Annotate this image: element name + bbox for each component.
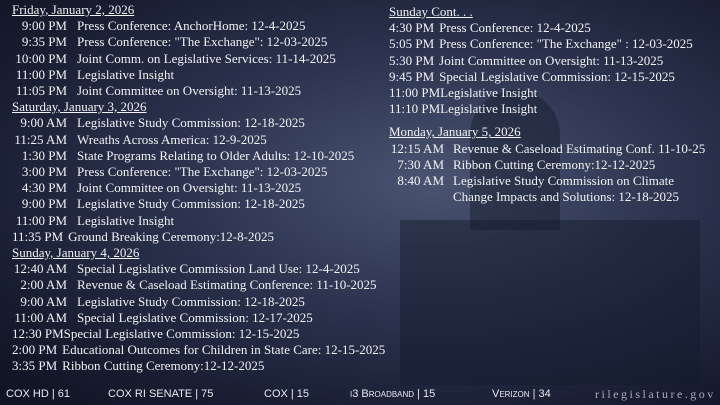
day-header: Saturday, January 3, 2026: [12, 99, 147, 115]
entry-time: 11:25 AM: [14, 131, 67, 147]
entry-time: 12:40 AM: [13, 261, 67, 277]
entry-time: 11:00 AM: [14, 309, 67, 325]
schedule-entry: [389, 141, 705, 157]
entry-time: 3:00 PM: [21, 164, 67, 180]
schedule-entry: [12, 342, 385, 358]
entry-time: 3:35 PM: [12, 358, 58, 374]
schedule-entry: [12, 180, 385, 196]
entry-time: 11:00 PM: [389, 85, 441, 101]
schedule-entry: [389, 85, 705, 101]
entry-title: Wreaths Across America: 12-9-2025: [77, 131, 267, 147]
schedule-entry: [12, 148, 385, 164]
entry-time: 5:30 PM: [389, 52, 435, 68]
entry-time: 9:00 PM: [21, 196, 67, 212]
schedule-entry: [12, 132, 385, 148]
schedule-entry: [389, 53, 705, 69]
entry-time: 9:00 AM: [20, 115, 67, 131]
entry-title: Revenue & Caseload Estimating Conf. 11-10-25: [453, 140, 706, 156]
entry-title: Press Conference: 12-4-2025: [439, 20, 591, 36]
schedule-entry: [389, 173, 705, 189]
entry-time: 11:05 PM: [15, 83, 67, 99]
entry-title: Special Legislative Commission: 12-17-2025: [77, 309, 313, 325]
channel-cox-hd: COX HD | 61: [6, 388, 70, 400]
schedule-right-column: [389, 4, 705, 205]
entry-time: 9:00 PM: [21, 18, 67, 34]
entry-title: Legislative Insight: [77, 212, 175, 228]
entry-title: Educational Outcomes for Children in State Care: 12-15-2025: [62, 342, 386, 358]
day-header: Sunday, January 4, 2026: [12, 245, 140, 261]
channel-cox-ri-senate: COX RI SENATE | 75: [108, 388, 214, 400]
entry-title: State Programs Relating to Older Adults: 12-10-2025: [77, 147, 355, 163]
schedule-entry: [12, 115, 385, 131]
day-header: Sunday Cont. . .: [389, 4, 473, 19]
schedule-entry: [12, 294, 385, 310]
schedule-entry: [389, 101, 705, 117]
entry-title: Joint Comm. on Legislative Services: 11-14-2025: [77, 50, 336, 66]
schedule-entry: [12, 229, 385, 245]
entry-title: Change Impacts and Solutions: 12-18-2025: [453, 189, 680, 205]
entry-time: 11:10 PM: [389, 101, 441, 117]
entry-title: Press Conference: "The Exchange": 12-03-2025: [77, 164, 328, 180]
schedule-entry: [12, 51, 385, 67]
entry-title: Ribbon Cutting Ceremony:12-12-2025: [62, 358, 265, 374]
schedule-entry: [12, 310, 385, 326]
entry-title: Press Conference: AnchorHome: 12-4-2025: [77, 18, 306, 34]
entry-title: Legislative Insight: [440, 101, 538, 117]
day-header: Monday, January 5, 2026: [389, 124, 521, 140]
capitol-building-silhouette: [400, 220, 700, 385]
schedule-entry: [12, 83, 385, 99]
schedule-entry: [12, 213, 385, 229]
entry-time: 7:30 AM: [397, 156, 444, 172]
schedule-entry: [12, 277, 385, 293]
schedule-entry: [12, 18, 385, 34]
schedule-entry: [12, 34, 385, 50]
entry-time: 11:35 PM: [12, 228, 64, 244]
entry-time: 10:00 PM: [15, 50, 67, 66]
schedule-entry: [12, 164, 385, 180]
entry-time: 9:00 AM: [20, 293, 67, 309]
entry-title: Legislative Study Commission: 12-18-2025: [77, 115, 305, 131]
schedule-entry: [389, 36, 705, 52]
entry-time: 4:30 PM: [21, 180, 67, 196]
schedule-entry: [389, 20, 705, 36]
entry-title: Legislative Insight: [440, 85, 538, 101]
channel-i3-broadband: i3 Broadband | 15: [350, 388, 436, 400]
entry-title: Press Conference: "The Exchange" : 12-03-2025: [439, 36, 693, 52]
entry-title: Joint Committee on Oversight: 11-13-2025: [77, 180, 302, 196]
day-header: Friday, January 2, 2026: [12, 2, 135, 17]
channel-footer: [0, 385, 720, 405]
schedule-entry: [389, 157, 705, 173]
entry-time: 2:00 PM: [12, 342, 58, 358]
entry-title: Ribbon Cutting Ceremony:12-12-2025: [453, 156, 656, 172]
schedule-entry: [12, 196, 385, 212]
entry-title: Legislative Study Commission: 12-18-2025: [77, 293, 305, 309]
channel-cox: COX | 15: [264, 388, 310, 400]
schedule-entry: [12, 261, 385, 277]
entry-time: 1:30 PM: [21, 147, 67, 163]
entry-title: Joint Committee on Oversight: 11-13-2025: [439, 52, 664, 68]
schedule-left-column: [12, 2, 385, 375]
schedule-entry: [389, 69, 705, 85]
entry-time: [389, 189, 444, 205]
entry-title: Special Legislative Commission: 12-15-2025: [439, 68, 675, 84]
entry-time: 12:15 AM: [390, 140, 444, 156]
entry-time: 11:00 PM: [15, 212, 67, 228]
entry-title: Ground Breaking Ceremony:12-8-2025: [68, 228, 274, 244]
entry-title: Legislative Insight: [77, 66, 175, 82]
schedule-entry: [12, 326, 385, 342]
entry-title: Press Conference: "The Exchange": 12-03-2025: [77, 34, 328, 50]
entry-time: 11:00 PM: [15, 66, 67, 82]
entry-time: 2:00 AM: [20, 277, 67, 293]
entry-title: Revenue & Caseload Estimating Conference: 11-10-2025: [77, 277, 377, 293]
entry-title: Legislative Study Commission on Climate: [453, 173, 674, 189]
entry-time: 8:40 AM: [397, 173, 444, 189]
schedule-entry: [12, 67, 385, 83]
entry-time: 4:30 PM: [389, 20, 435, 36]
schedule-entry: [12, 358, 385, 374]
entry-title: Special Legislative Commission Land Use: 12-4-2025: [77, 261, 360, 277]
entry-time: 12:30 PM: [12, 326, 64, 342]
entry-title: Legislative Study Commission: 12-18-2025: [77, 196, 305, 212]
schedule-entry: [389, 189, 705, 205]
entry-time: 9:45 PM: [389, 68, 435, 84]
entry-time: 5:05 PM: [389, 36, 435, 52]
website-label: rilegislature.gov: [595, 387, 716, 401]
entry-time: 9:35 PM: [21, 34, 67, 50]
channel-verizon: Verizon | 34: [492, 388, 551, 400]
entry-title: Joint Committee on Oversight: 11-13-2025: [77, 83, 302, 99]
entry-title: Special Legislative Commission: 12-15-2025: [63, 326, 300, 342]
